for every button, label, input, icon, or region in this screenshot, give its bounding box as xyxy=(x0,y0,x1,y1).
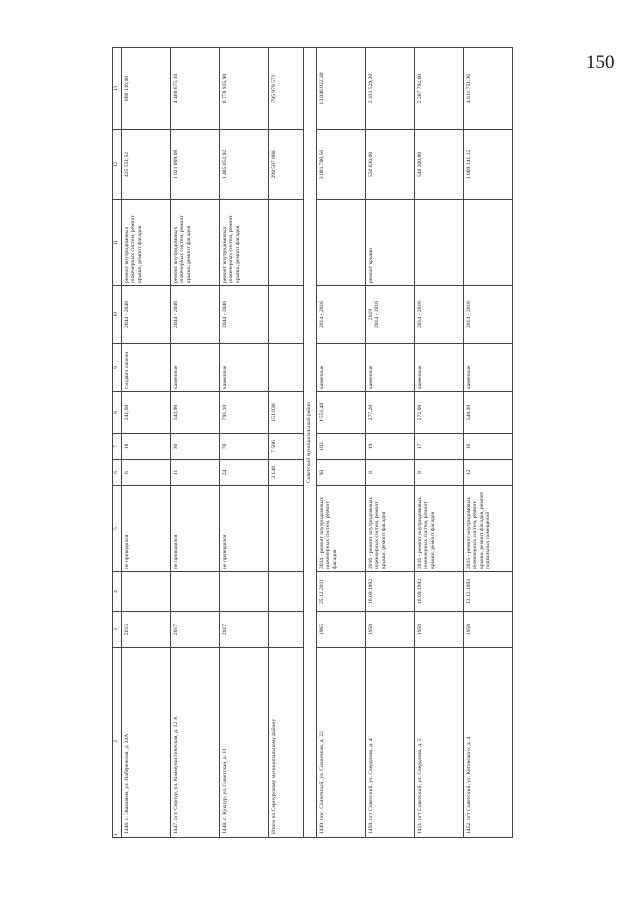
empty-cell xyxy=(269,286,304,344)
repair-period: 2044 - 2046 xyxy=(122,286,171,344)
table-row xyxy=(366,48,415,838)
total-cost: 2 287 792,00 xyxy=(415,48,464,130)
total-cost: 4 611 751,30 xyxy=(464,48,513,130)
year-built: 1958 xyxy=(464,612,513,648)
apartments: 8 xyxy=(366,460,415,486)
empty-cell xyxy=(269,572,304,612)
area: 1 551,40 xyxy=(317,392,366,434)
col-num: 8 xyxy=(113,392,122,434)
address-cell xyxy=(317,648,366,838)
repair-cost: 1 089 141,12 xyxy=(464,130,513,200)
last-repair: не проводился xyxy=(171,486,220,572)
col-num: 10 xyxy=(113,286,122,344)
apartments: 6 xyxy=(122,460,171,486)
total-cost: 866 136,00 xyxy=(122,48,171,130)
repair-period: 2014 - 2016 xyxy=(464,286,513,344)
privatization-date: 16.09.1992 xyxy=(415,572,464,612)
area: 791,10 xyxy=(220,392,269,434)
year-built: 2017 xyxy=(220,612,269,648)
col-num: 13 xyxy=(113,48,122,130)
last-repair: 2014 - ремонт внутридомовых инженерных систем, ремонт фасадов xyxy=(317,486,366,572)
total-label: Итого по Сернурскому муниципальному району xyxy=(269,648,304,838)
privatization-date: 25.12.2011 xyxy=(317,572,366,612)
privatization-date xyxy=(171,572,220,612)
repair-period: 2014 - 2016 xyxy=(415,286,464,344)
wall-material: сэндвич панели xyxy=(122,344,171,392)
repair-types: ремонт крыши xyxy=(366,200,415,286)
empty-cell xyxy=(269,200,304,286)
year-built: 1965 xyxy=(317,612,366,648)
area: 241,60 xyxy=(122,392,171,434)
row-number: 1448. xyxy=(222,821,228,834)
last-repair: 2016 - ремонт внутридомовых инженерных систем, ремонт крыши, ремонт фасадов xyxy=(415,486,464,572)
col-num: 7 xyxy=(113,434,122,460)
col-num: 6 xyxy=(113,460,122,486)
total-residents: 7 506 xyxy=(269,434,304,460)
total-cost: 4 460 675,10 xyxy=(171,48,220,130)
year-built: 1958 xyxy=(366,612,415,648)
wall-material: каменные xyxy=(317,344,366,392)
total-cost: 6 778 935,90 xyxy=(220,48,269,130)
area: 548,30 xyxy=(464,392,513,434)
wall-material: каменные xyxy=(220,344,269,392)
district-total-row xyxy=(269,48,304,838)
residents: 30 xyxy=(171,434,220,460)
residents: 17 xyxy=(415,434,464,460)
year-built: 2015 xyxy=(122,612,171,648)
repair-types xyxy=(317,200,366,286)
last-repair: не проводился xyxy=(122,486,171,572)
last-repair: 2016 - ремонт внутридомовых инженерных систем, ремонт крыши, ремонт фасадов xyxy=(366,486,415,572)
housing-register-table xyxy=(112,47,513,838)
residents: 18 xyxy=(122,434,171,460)
table-row xyxy=(122,48,171,838)
row-number: 1449. xyxy=(319,821,325,834)
wall-material: каменные xyxy=(415,344,464,392)
address: пгт Советский, ул. Свердлова, д. 5 xyxy=(417,738,423,820)
wall-material: каменные xyxy=(464,344,513,392)
total-repair-cost: 299 587 880 xyxy=(269,130,304,200)
year-built: 2017 xyxy=(171,612,220,648)
col-num: 1 xyxy=(113,833,119,836)
repair-types: ремонт внутридомовых инженерных систем, ремонт крыши, ремонт фасадов xyxy=(122,200,171,286)
total-cost: 795 979 571 xyxy=(269,48,304,130)
empty-cell xyxy=(269,486,304,572)
address: пгт Советский, ул. Котовского, д. 4 xyxy=(466,736,472,820)
privatization-date xyxy=(220,572,269,612)
apartments: 11 xyxy=(171,460,220,486)
table-row xyxy=(171,48,220,838)
repair-cost: 550 630,08 xyxy=(366,130,415,200)
area: 543,90 xyxy=(171,392,220,434)
col-num-1-2 xyxy=(113,648,122,838)
empty-cell xyxy=(269,612,304,648)
table-row xyxy=(464,48,513,838)
address: с. Эшмияма, ул. Набережная, д. 33А xyxy=(124,733,130,820)
area: 272,00 xyxy=(415,392,464,434)
col-num: 3 xyxy=(113,612,122,648)
row-number: 1452. xyxy=(466,821,472,834)
residents: 19 xyxy=(366,434,415,460)
repair-period: 2014 - 2016 xyxy=(317,286,366,344)
apartments: 93 xyxy=(317,460,366,486)
total-cost: 2 331 529,20 xyxy=(366,48,415,130)
repair-cost: 1 021 009,08 xyxy=(171,130,220,200)
repair-types: ремонт внутридомовых инженерных систем, ремонт крыши, ремонт фасадов xyxy=(220,200,269,286)
section-title: Советский муниципальный район xyxy=(304,48,317,838)
col-num: 11 xyxy=(113,200,122,286)
residents: 183 xyxy=(317,434,366,460)
address-cell xyxy=(366,648,415,838)
apartments: 12 xyxy=(464,460,513,486)
apartments: 8 xyxy=(415,460,464,486)
table-row xyxy=(220,48,269,838)
area: 277,20 xyxy=(366,392,415,434)
address-cell xyxy=(415,648,464,838)
privatization-date: 16.09.1992 xyxy=(366,572,415,612)
total-area: 151 030 xyxy=(269,392,304,434)
wall-material: каменные xyxy=(366,344,415,392)
col-num: 9 xyxy=(113,344,122,392)
total-cost: 13 048 822,40 xyxy=(317,48,366,130)
table-row xyxy=(415,48,464,838)
col-num: 2 xyxy=(113,739,119,743)
address-cell xyxy=(464,648,513,838)
repair-types: ремонт внутридомовых инженерных систем, ремонт крыши, ремонт фасадов xyxy=(171,200,220,286)
col-num: 12 xyxy=(113,130,122,200)
empty-cell xyxy=(269,344,304,392)
repair-cost: 435 551,52 xyxy=(122,130,171,200)
privatization-date xyxy=(122,572,171,612)
row-number: 1450. xyxy=(368,821,374,834)
year-built: 1958 xyxy=(415,612,464,648)
address: пгт Советский, ул. Свердлова, д. 4 xyxy=(368,738,374,820)
table-row xyxy=(317,48,366,838)
repair-period: 2044 - 2046 xyxy=(171,286,220,344)
row-number: 1447. xyxy=(173,821,179,834)
section-heading-row xyxy=(304,48,317,838)
col-num: 4 xyxy=(113,572,122,612)
repair-cost: 540 300,80 xyxy=(415,130,464,200)
row-number: 1451. xyxy=(417,821,423,834)
repair-types xyxy=(464,200,513,286)
repair-cost: 3 081 700,56 xyxy=(317,130,366,200)
apartments: 24 xyxy=(220,460,269,486)
row-number: 1446. xyxy=(124,821,130,834)
last-repair: не проводился xyxy=(220,486,269,572)
repair-period: 2019 2014 - 2016 xyxy=(366,286,415,344)
repair-cost: 1 485 052,92 xyxy=(220,130,269,200)
address: пгт. Сернур, ул. Коммунистическая, д. 12 А xyxy=(173,716,179,820)
wall-material: каменные xyxy=(171,344,220,392)
address-cell xyxy=(122,648,171,838)
column-number-row xyxy=(113,48,122,838)
residents: 70 xyxy=(220,434,269,460)
last-repair: 2015 - ремонт внутридомовых инженерных систем, ремонт крыши, ремонт фасадов, ремонт подвальных помещений xyxy=(464,486,513,572)
repair-types xyxy=(415,200,464,286)
address-cell xyxy=(220,648,269,838)
repair-period: 2044 - 2046 xyxy=(220,286,269,344)
rotated-table-wrapper xyxy=(112,68,520,838)
col-num: 5 xyxy=(113,486,122,572)
residents: 16 xyxy=(464,434,513,460)
address: пос. Солнечный, ул. Солнечная, д. 22 xyxy=(319,731,325,820)
page-number: 150 xyxy=(586,52,615,73)
privatization-date: 13.12.1993 xyxy=(464,572,513,612)
address-cell xyxy=(171,648,220,838)
total-apartments: 3 140 xyxy=(269,460,304,486)
address: с. Кукнур, ул. Советская, д. 11 xyxy=(222,748,228,820)
